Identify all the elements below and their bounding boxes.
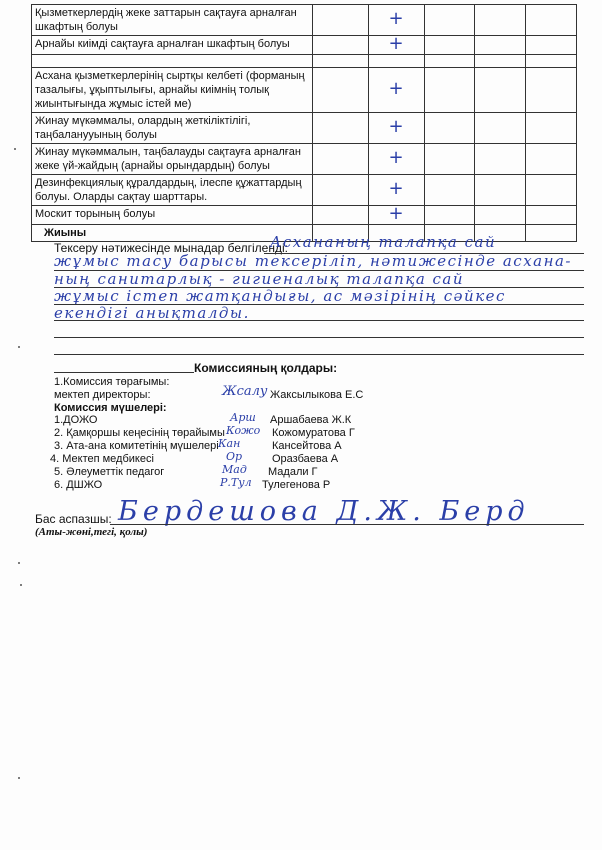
empty-cell [312, 55, 368, 68]
empty-cell [475, 5, 526, 36]
empty-cell [526, 55, 577, 68]
findings-line [54, 337, 584, 338]
empty-cell [526, 68, 577, 113]
member-name: Тулегенова Р [262, 479, 331, 491]
empty-cell [424, 113, 475, 144]
handwritten-plus-mark: + [388, 78, 404, 99]
member-signature: Арш [230, 411, 256, 424]
empty-cell [526, 175, 577, 206]
row-label: Асхана қызметкерлерінің сыртқы келбеті (форманың тазалығы, ұқыптылығы, арнайы киімнің толық жиынтығында жұмыс істей ме) [32, 68, 313, 113]
signatures-title-line [54, 372, 194, 373]
chief-line [110, 524, 584, 525]
scan-dot [18, 346, 20, 348]
empty-cell [475, 175, 526, 206]
findings-handwriting-line-5: екендігі анықталды. [54, 304, 250, 322]
empty-cell [312, 175, 368, 206]
findings-line [54, 320, 584, 321]
member-name: Мадали Г [268, 466, 318, 478]
member-role: 2. Қамқоршы кеңесінің төрайымы [54, 427, 225, 439]
empty-cell [475, 55, 526, 68]
empty-cell [312, 144, 368, 175]
handwritten-plus-mark: + [388, 147, 404, 168]
mark-cell [368, 113, 424, 144]
empty-cell [312, 68, 368, 113]
findings-line [54, 354, 584, 355]
row-label: Москит торының болуы [32, 206, 313, 225]
empty-cell [312, 206, 368, 225]
empty-cell [526, 36, 577, 55]
table-row [32, 55, 577, 68]
table-row [32, 113, 577, 144]
empty-cell [526, 5, 577, 36]
member-role: 3. Ата-ана комитетінің мүшелері [54, 440, 219, 452]
empty-cell [312, 36, 368, 55]
row-label: Дезинфекциялық құралдардың, ілеспе құжаттардың болуы. Оларды сақтау шарттары. [32, 175, 313, 206]
mark-cell [368, 33, 424, 55]
row-label [32, 55, 313, 68]
empty-cell [424, 36, 475, 55]
mark-cell [368, 5, 424, 36]
member-role: 5. Әлеуметтік педагог [54, 466, 165, 478]
empty-cell [475, 113, 526, 144]
handwritten-plus-mark: + [388, 33, 404, 54]
table-row [32, 206, 577, 225]
mark-cell [368, 55, 424, 68]
chief-label: Бас аспазшы: [35, 512, 112, 526]
empty-cell [424, 55, 475, 68]
row-label: Қызметкерлердің жеке заттарын сақтауға арналған шкафтың болуы [32, 5, 313, 36]
member-name: Кожомуратова Г [272, 427, 355, 439]
table-row [32, 68, 577, 113]
handwritten-plus-mark: + [388, 203, 404, 224]
mark-cell [368, 68, 424, 113]
chief-sub-label: (Аты-жөні,тегі, қолы) [35, 526, 148, 538]
findings-label: Тексеру нәтижесінде мынадар белгіленді: [54, 241, 288, 255]
empty-cell [526, 144, 577, 175]
chair-signature: Жсалу [222, 384, 268, 399]
empty-cell [526, 113, 577, 144]
findings-handwriting-line-3: ның санитарлық - гигиеналық талапқа сай [54, 270, 465, 288]
members-heading: Комиссия мүшелері: [54, 402, 167, 414]
scan-dot [14, 148, 16, 150]
empty-cell [424, 144, 475, 175]
row-label: Арнайы киімді сақтауға арналған шкафтың болуы [32, 36, 313, 55]
total-label: Жиыны [32, 225, 313, 242]
signatures-title: Комиссияның қолдары: [194, 361, 338, 375]
member-name: Кансейтова А [272, 440, 342, 452]
empty-cell [475, 206, 526, 225]
empty-cell [526, 225, 577, 242]
empty-cell [475, 68, 526, 113]
mark-cell [368, 203, 424, 225]
chair-role: мектеп директоры: [54, 389, 151, 401]
row-label: Жинау мүкәммалы, олардың жеткіліктілігі, таңбаланууының болуы [32, 113, 313, 144]
member-signature: Мад [222, 463, 247, 476]
findings-line [54, 287, 584, 288]
member-signature: Ор [226, 450, 243, 463]
table-row [32, 175, 577, 206]
member-role: 6. ДШЖО [54, 479, 103, 491]
handwritten-plus-mark: + [388, 178, 404, 199]
empty-cell [424, 175, 475, 206]
empty-cell [475, 36, 526, 55]
findings-line [264, 253, 584, 254]
table-row [32, 36, 577, 55]
member-signature: Кан [218, 437, 241, 450]
findings-line [54, 304, 584, 305]
empty-cell [424, 68, 475, 113]
empty-cell [312, 5, 368, 36]
empty-cell [475, 144, 526, 175]
findings-handwriting-line-4: жұмыс істеп жатқандығы, ас мәзірінің сәйкес [54, 287, 506, 305]
findings-handwriting-line-1: Асхананың талапқа сай [270, 233, 497, 251]
handwritten-plus-mark: + [388, 8, 404, 29]
checklist-table [31, 4, 577, 242]
scan-dot [18, 562, 20, 564]
findings-line [54, 270, 584, 271]
chair-name: Жаксылыкова Е.С [270, 389, 364, 401]
member-name: Оразбаева А [272, 453, 339, 465]
member-role: 4. Мектеп медбикесі [50, 453, 154, 465]
empty-cell [526, 206, 577, 225]
mark-cell [368, 144, 424, 175]
empty-cell [312, 113, 368, 144]
empty-cell [424, 206, 475, 225]
empty-cell [424, 5, 475, 36]
handwritten-plus-mark: + [388, 116, 404, 137]
row-label: Жинау мүкәммалын, таңбалауды сақтауға арналған жеке үй-жайдың (арнайы орындардың) болуы [32, 144, 313, 175]
chair-heading: 1.Комиссия төрағымы: [54, 376, 170, 388]
mark-cell [368, 175, 424, 206]
member-signature: Р.Тул [220, 476, 252, 489]
findings-handwriting-line-2: жұмыс тасу барысы тексеріліп, нәтижесінде асхана- [54, 252, 572, 270]
table-row [32, 144, 577, 175]
member-role: 1.ДОЖО [54, 414, 98, 426]
member-signature: Кожо [226, 424, 261, 437]
table-row [32, 5, 577, 36]
scan-dot [18, 777, 20, 779]
member-name: Аршабаева Ж.К [270, 414, 352, 426]
scan-dot [20, 584, 22, 586]
chief-handwriting: Бердешова Д.Ж. Берд [118, 496, 530, 527]
